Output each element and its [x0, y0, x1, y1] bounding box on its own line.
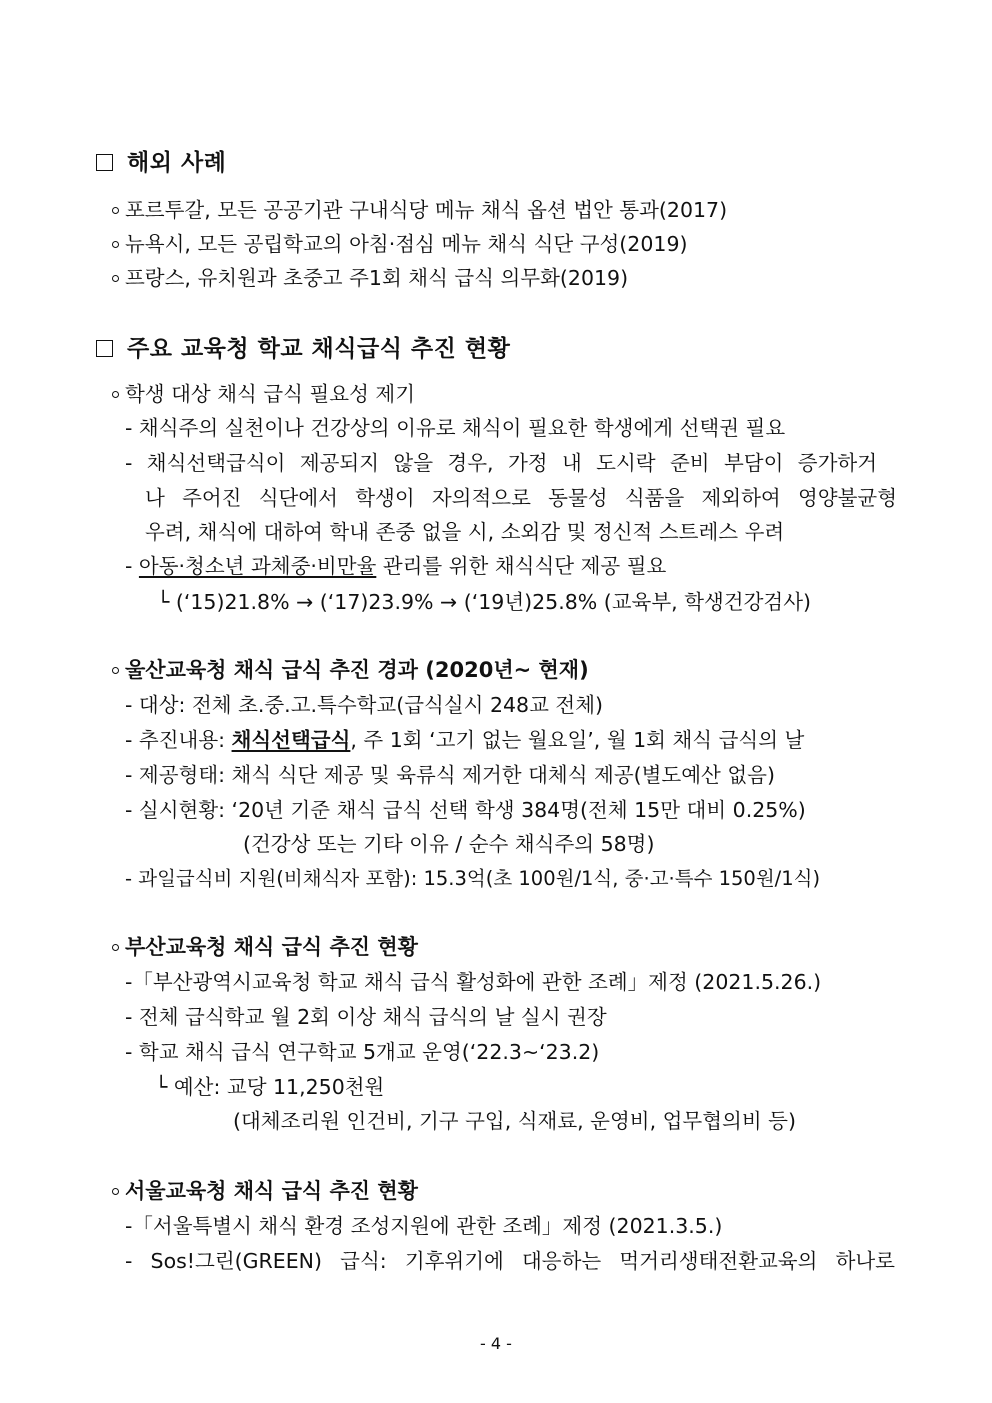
circle-bullet-icon [112, 944, 119, 951]
subsection-heading-seoul: 서울교육청 채식 급식 추진 현황 [112, 1178, 418, 1204]
bold-underlined-text: 채식선택급식 [231, 728, 351, 752]
list-item: 포르투갈, 모든 공공기관 구내식당 메뉴 채식 옵션 법안 통과(2017) [112, 197, 727, 223]
sub-detail-line: └ 예산: 교당 11,250천원 [155, 1075, 385, 1099]
section-title: 해외 사례 [127, 150, 227, 176]
section-heading-overseas [96, 150, 226, 176]
circle-bullet-icon [112, 667, 119, 674]
subsection-heading-ulsan: 울산교육청 채식 급식 추진 경과 (2020년~ 현재) [112, 657, 589, 683]
circle-bullet-icon [112, 275, 119, 282]
sub-detail-line-cont: (대체조리원 인건비, 기구 구입, 식재료, 운영비, 업무협의비 등) [233, 1109, 796, 1133]
list-item: 뉴욕시, 모든 공립학교의 아침·점심 메뉴 채식 식단 구성(2019) [112, 231, 687, 257]
detail-line: - 전체 급식학교 월 2회 이상 채식 급식의 날 실시 권장 [125, 1005, 607, 1029]
detail-line-cont: (건강상 또는 기타 이유 / 순수 채식주의 58명) [243, 832, 655, 856]
section-heading-status [96, 336, 510, 362]
detail-line: - 제공형태: 채식 식단 제공 및 육류식 제거한 대체식 제공(별도예산 없음) [125, 763, 775, 787]
detail-line-cont: 나 주어진 식단에서 학생이 자의적으로 동물성 식품을 제외하여 영양불균형 [145, 486, 897, 510]
circle-bullet-icon [112, 241, 119, 248]
detail-line: - 채식주의 실천이나 건강상의 이유로 채식이 필요한 학생에게 선택권 필요 [125, 416, 786, 440]
list-item: 프랑스, 유치원과 초중고 주1회 채식 급식 의무화(2019) [112, 265, 628, 291]
detail-line: - 채식선택급식이 제공되지 않을 경우, 가정 내 도시락 준비 부담이 증가하거 [125, 451, 877, 475]
subsection-heading-need: 학생 대상 채식 급식 필요성 제기 [112, 381, 415, 407]
page-number: - 4 - [480, 1334, 512, 1353]
detail-line: - 실시현황: ‘20년 기준 채식 급식 선택 학생 384명(전체 15만 대비 0.25%) [125, 798, 806, 822]
underlined-text: 아동·청소년 과체중·비만율 [138, 554, 377, 578]
checkbox-square-icon [96, 340, 113, 357]
detail-line: - Sos!그린(GREEN) 급식: 기후위기에 대응하는 먹거리생태전환교육의 하나로 [125, 1249, 895, 1273]
section-title: 주요 교육청 학교 채식급식 추진 현황 [127, 336, 511, 362]
detail-line: -「부산광역시교육청 학교 채식 급식 활성화에 관한 조례」제정 (2021.5.26.) [125, 970, 822, 994]
detail-line: - 대상: 전체 초.중.고.특수학교(급식실시 248교 전체) [125, 693, 604, 717]
detail-line-cont: 우려, 채식에 대하여 학내 존중 없을 시, 소외감 및 정신적 스트레스 우려 [145, 520, 785, 544]
circle-bullet-icon [112, 1188, 119, 1195]
circle-bullet-icon [112, 207, 119, 214]
detail-line: - 추진내용: 채식선택급식, 주 1회 ‘고기 없는 월요일’, 월 1회 채식 급식의 날 [125, 728, 805, 752]
subsection-heading-busan: 부산교육청 채식 급식 추진 현황 [112, 934, 418, 960]
detail-line: - 아동·청소년 과체중·비만율 관리를 위한 채식식단 제공 필요 [125, 554, 667, 578]
circle-bullet-icon [112, 391, 119, 398]
sub-detail-line: └ (‘15)21.8% → (‘17)23.9% → (‘19년)25.8% (교육부, 학생건강검사) [157, 590, 812, 614]
checkbox-square-icon [96, 154, 113, 171]
detail-line: -「서울특별시 채식 환경 조성지원에 관한 조례」제정 (2021.3.5.) [125, 1214, 723, 1238]
detail-line: - 과일급식비 지원(비채식자 포함): 15.3억(초 100원/1식, 중·고·특수 150원/1식) [125, 867, 821, 890]
detail-line: - 학교 채식 급식 연구학교 5개교 운영(‘22.3~‘23.2) [125, 1040, 600, 1064]
